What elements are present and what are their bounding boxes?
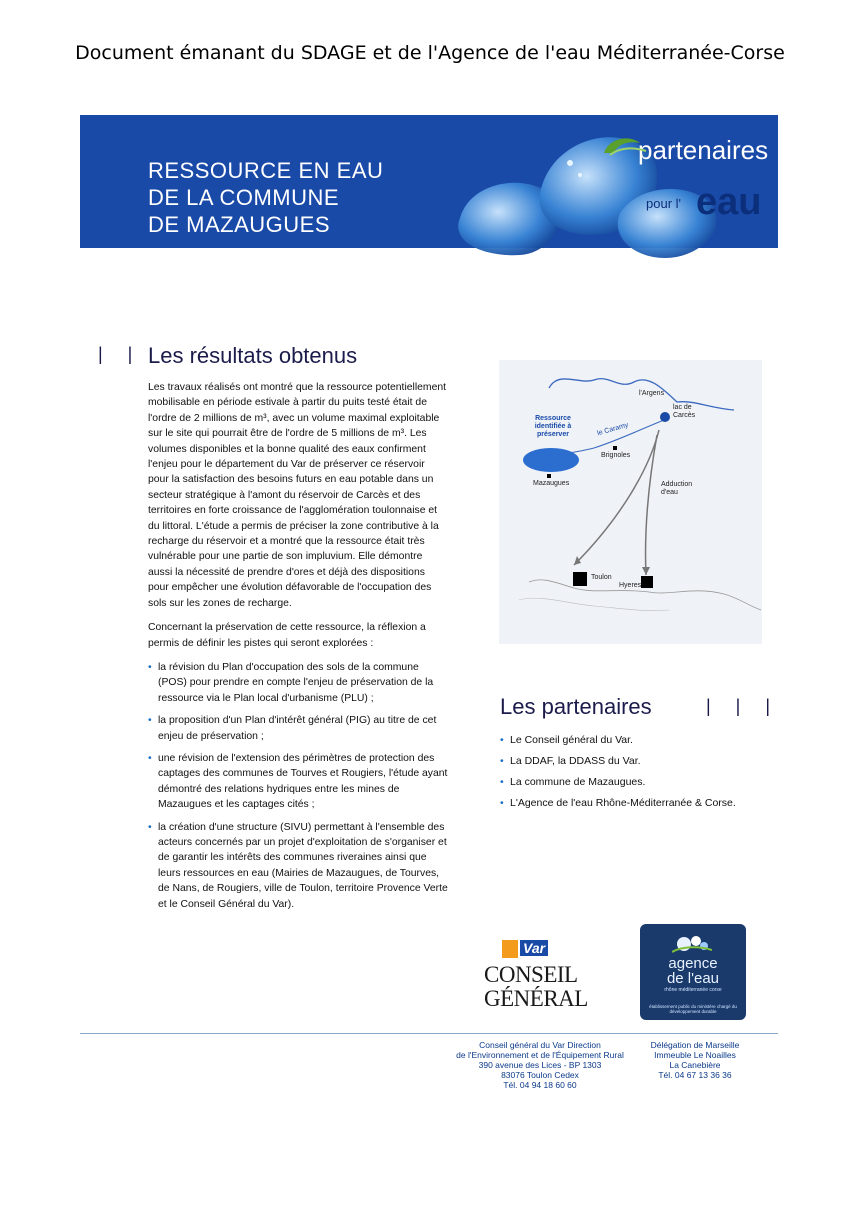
map-label-caramy: le Caramy: [596, 421, 630, 438]
results-title: Les résultats obtenus: [148, 343, 358, 368]
partenaires-pour-leau-logo: [638, 135, 778, 223]
address-line: Immeuble Le Noailles: [654, 1050, 736, 1060]
address-line: Conseil général du Var Direction: [479, 1040, 601, 1050]
var-map-icon: [502, 940, 518, 958]
map-drawing: [499, 360, 762, 644]
list-item: • la création d'une structure (SIVU) permettant à l'ensemble des acteurs concernés par un projet d'exploitation de s'organiser et de garantir les intérêts des communes riveraines ainsi que leurs ressources en eau (Mairies de Mazaugues, de Tourves, de Nans, de Rougiers, ville de Toulon, territoire Provence Verte et le Conseil Général du Var).: [148, 820, 448, 912]
list-item: • la révision du Plan d'occupation des sols de la commune (POS) pour prendre en compte l'enjeu de préservation de la ressource via le Plan local d'urbanisme (PLU) ;: [148, 660, 448, 706]
map-label-lac-carces: lac de Carcès: [673, 404, 696, 419]
logo-text-eau: eau: [696, 181, 762, 223]
conseil-general-var-logo: [484, 940, 590, 1020]
list-item: • L'Agence de l'eau Rhône-Méditerranée & Corse.: [500, 796, 770, 810]
map-label-toulon: Toulon: [591, 574, 612, 581]
banner-title-line: DE MAZAUGUES: [148, 212, 331, 237]
logo-text-general: GÉNÉRAL: [484, 986, 588, 1011]
address-line: 83076 Toulon Cedex: [501, 1070, 579, 1080]
map-label-adduction: Adduction d'eau: [661, 481, 693, 496]
photo-credit: [86, 905, 94, 1045]
logo-text-partenaires: partenaires: [638, 135, 769, 165]
list-item: • une révision de l'extension des périmètres de protection des captages des communes de Tourves et Rougiers, l'étude ayant démontré des relations hydriques entre les mines de Mazaugues et les captages cités ;: [148, 751, 448, 813]
section-marks: | |: [98, 344, 143, 364]
results-body: [148, 380, 448, 919]
cg-address: [450, 1040, 630, 1090]
title-banner: [80, 115, 778, 248]
results-paragraph: Concernant la préservation de cette ressource, la réflexion a permis de définir les pistes qui seront explorées :: [148, 622, 426, 649]
logo-text-agence: agence: [668, 955, 718, 972]
address-line: La Canebière: [669, 1060, 721, 1070]
logo-text-region: rhône méditerranée corse: [664, 987, 722, 993]
agence-de-leau-logo: [640, 924, 746, 1020]
partners-title: Les partenaires: [500, 694, 652, 719]
banner-title-line: RESSOURCE EN EAU: [148, 158, 384, 183]
swirl-icon: [600, 133, 650, 161]
list-item: • la proposition d'un Plan d'intérêt général (PIG) au titre de cet enjeu de préservation ;: [148, 713, 448, 744]
address-line: Tél. 04 67 13 36 36: [658, 1070, 732, 1080]
location-map: [499, 360, 762, 644]
ae-address: [640, 1040, 750, 1080]
banner-title-line: DE LA COMMUNE: [148, 185, 340, 210]
list-item: • La DDAF, la DDASS du Var.: [500, 754, 770, 768]
logo-text-pour: pour l': [646, 196, 682, 211]
footer-divider: [80, 1033, 778, 1034]
list-item: • La commune de Mazaugues.: [500, 775, 770, 789]
section-marks: | | |: [706, 696, 781, 716]
map-label-hyeres: Hyeres: [619, 582, 642, 589]
results-paragraph: Les travaux réalisés ont montré que la ressource potentiellement mobilisable en période estivale à partir du puits testé était de l'ordre de 2 millions de m³, avec un volume maximal exploitable sur le site qui pourrait être de l'ordre de 5 millions de m³. Les volumes disponibles et la bonne qualité des eaux confirment l'enjeu pour le département du Var de préserver ce réservoir pour la satisfaction des besoins futurs en eau potable dans un secteur stratégique à l'amont du réservoir de Carcès et des territoires en forte croissance de l'agglomération toulonnaise et du littoral. L'étude a permis de préciser la zone contributive à la recharge du réservoir et a montré que la ressource était très vulnérable pour une partie de son impluvium. Elle démontre aussi la nécessité de prendre d'ores et déjà des dispositions pour empêcher une évolution défavorable de l'occupation des sols sur les zones de recharge.: [148, 382, 447, 609]
map-label-ressource: Ressource identifiée à préserver: [534, 415, 572, 438]
partners-list: [500, 733, 770, 817]
water-drops-icon: [672, 932, 712, 954]
map-label-mazaugues: Mazaugues: [533, 480, 570, 487]
document-header: Document émanant du SDAGE et de l'Agence de l'eau Méditerranée-Corse: [75, 42, 785, 64]
results-bullet-list: [148, 660, 448, 912]
banner-title: [148, 157, 383, 238]
logo-text-conseil: CONSEIL: [484, 962, 578, 987]
logo-text-var: Var: [520, 940, 548, 956]
address-line: Tél. 04 94 18 60 60: [503, 1080, 577, 1090]
map-label-brignoles: Brignoles: [601, 452, 631, 459]
address-line: Délégation de Marseille: [650, 1040, 740, 1050]
address-line: de l'Environnement et de l'Équipement Rural: [456, 1050, 624, 1060]
logo-text-etablissement: établissement public du ministère chargé du développement durable: [649, 1004, 737, 1014]
address-line: 390 avenue des Lices - BP 1303: [478, 1060, 602, 1070]
map-label-argens: l'Argens: [639, 390, 665, 397]
list-item: • Le Conseil général du Var.: [500, 733, 770, 747]
logo-text-de-leau: de l'eau: [666, 970, 720, 987]
